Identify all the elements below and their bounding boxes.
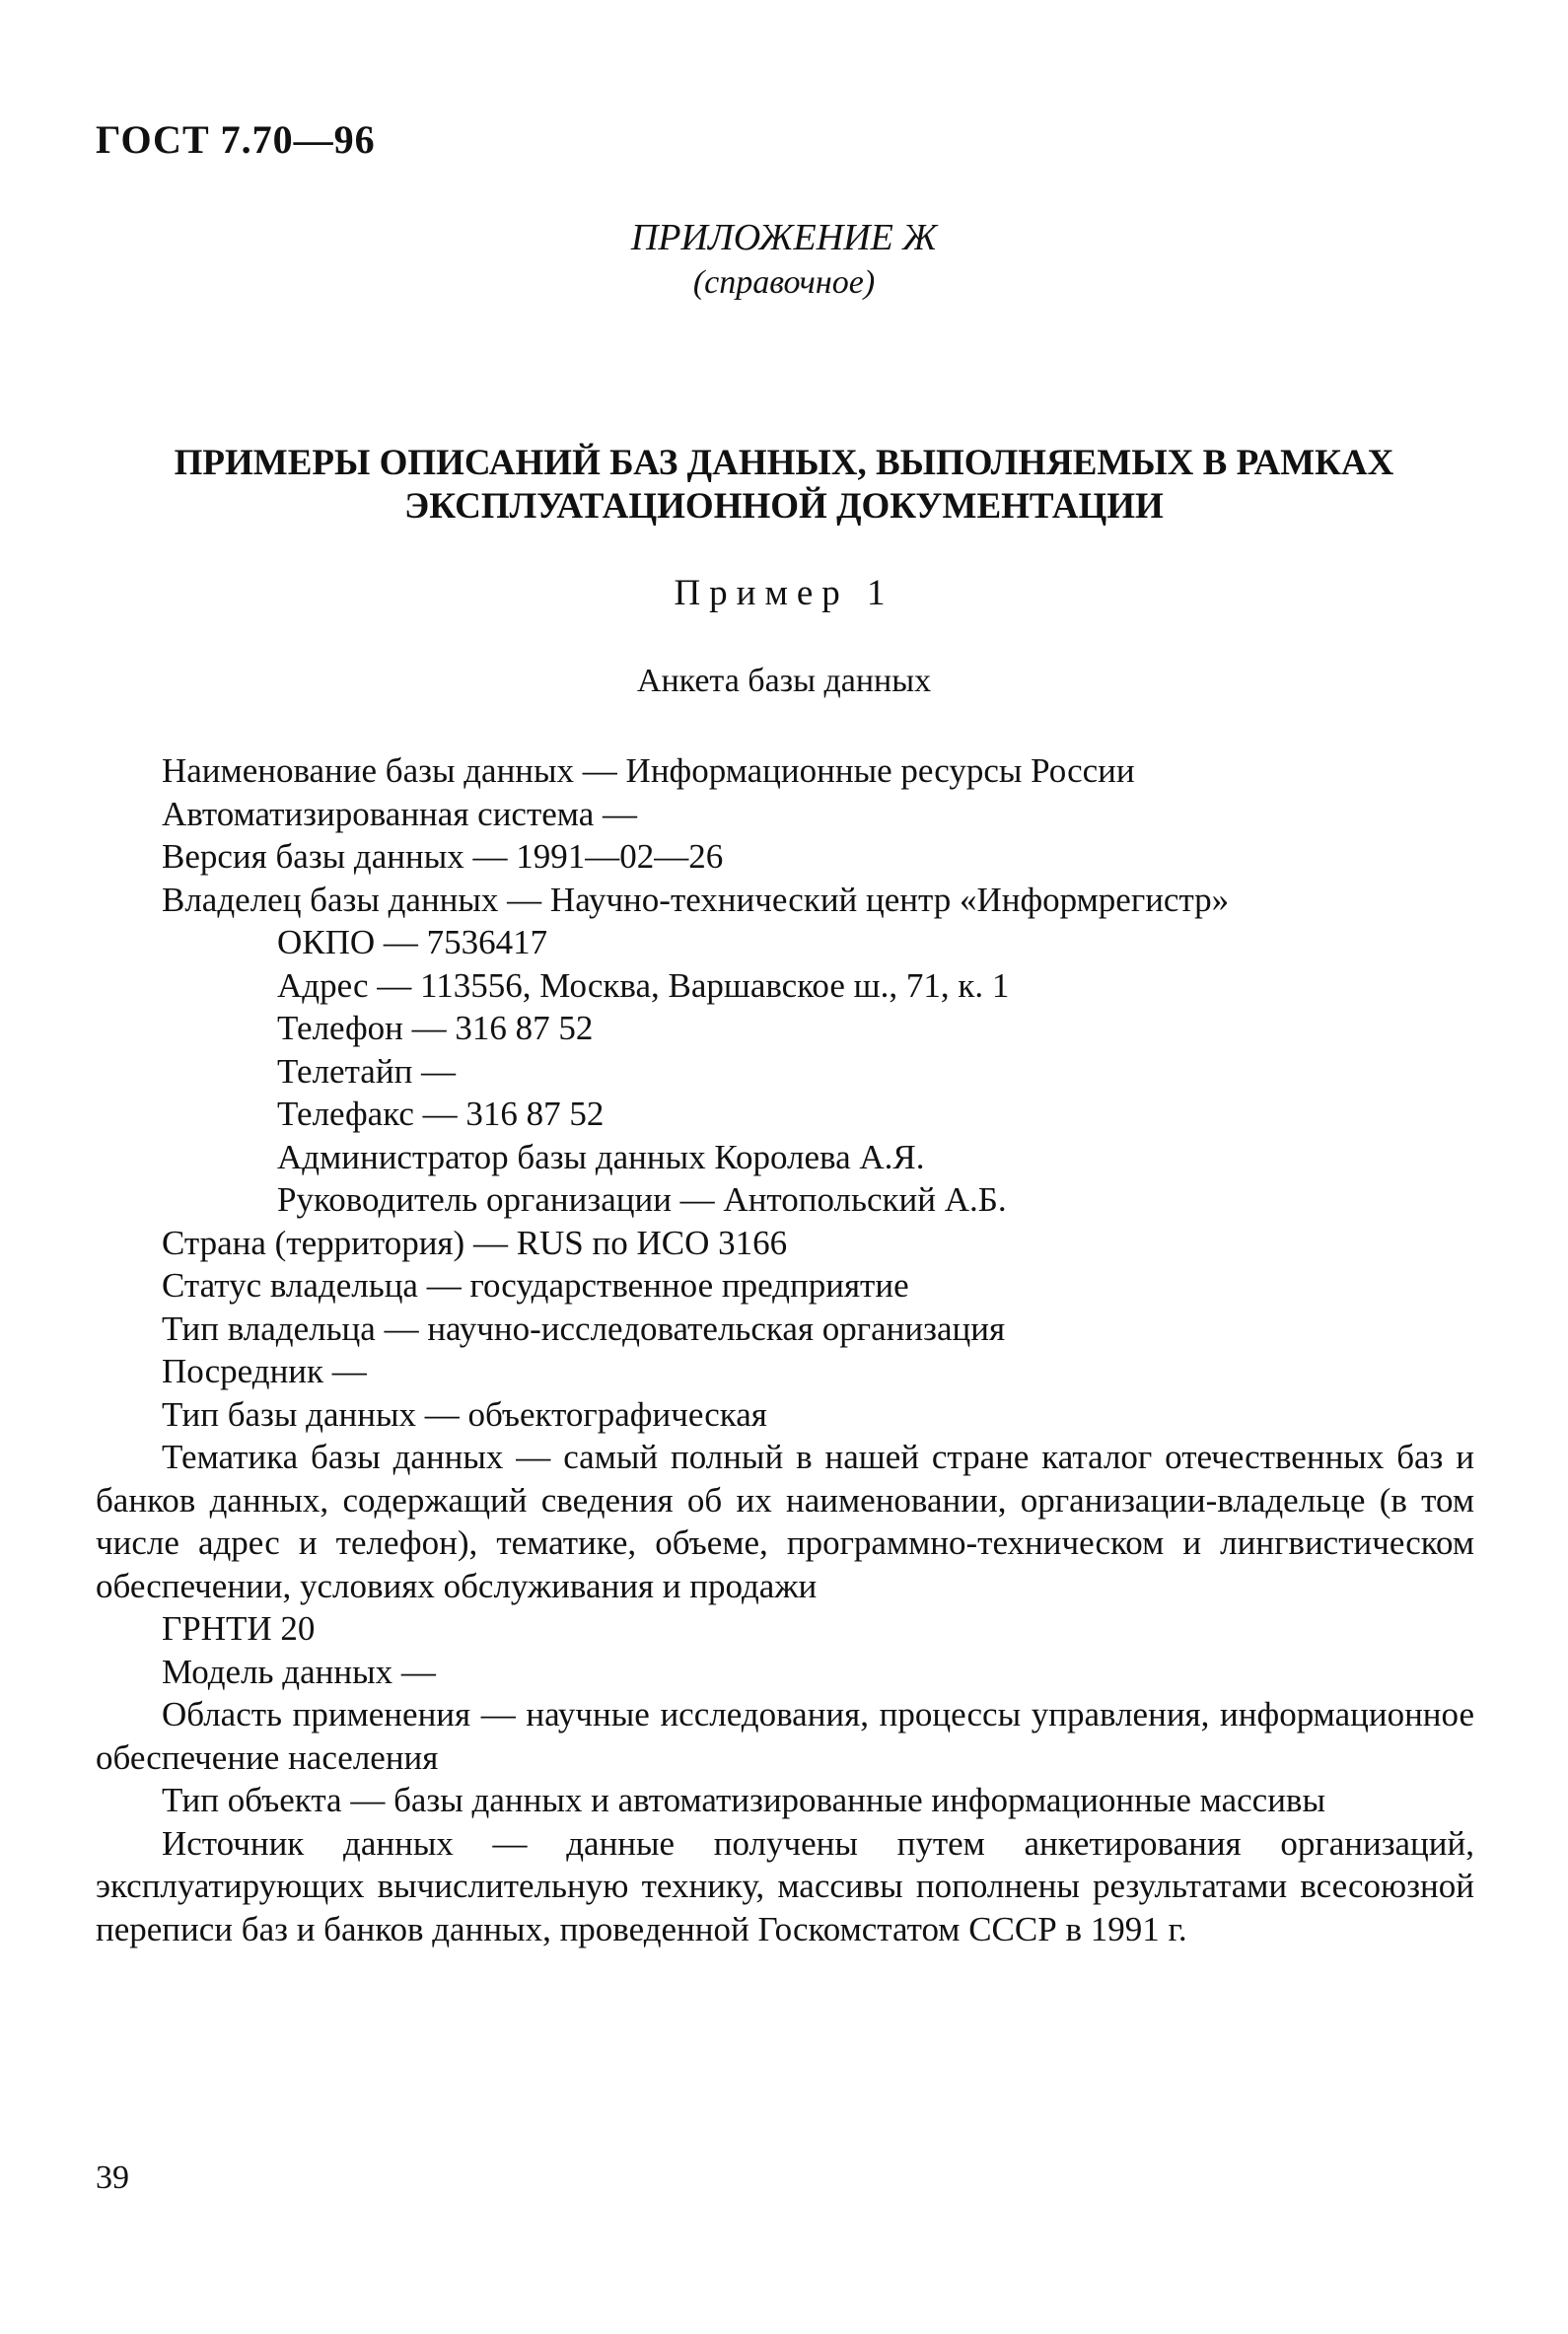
entry-application-area: Область применения — научные исследования, процессы управления, информационное обеспечение населения	[96, 1695, 1474, 1777]
entry-db-version: Версия базы данных — 1991—02—26	[162, 837, 724, 876]
page-number: 39	[96, 2159, 129, 2196]
entry-owner-status: Статус владельца — государственное предприятие	[162, 1266, 909, 1305]
database-form	[96, 749, 1474, 1950]
entry-data-model: Модель данных —	[162, 1652, 436, 1691]
entry-org-head: Руководитель организации — Антопольский А.Б.	[277, 1180, 1007, 1219]
entry-db-admin: Администратор базы данных Королева А.Я.	[277, 1137, 925, 1176]
entry-address: Адрес — 113556, Москва, Варшавское ш., 71, к. 1	[277, 965, 1010, 1005]
standard-number: ГОСТ 7.70—96	[96, 117, 376, 162]
entry-data-source: Источник данных — данные получены путем анкетирования организаций, эксплуатирующих вычислительную технику, массивы пополнены результатами всесоюзной переписи баз и банков данных, проведенной Госкомстатом СССР в 1991 г.	[96, 1823, 1474, 1948]
entry-okpo: ОКПО — 7536417	[277, 923, 548, 961]
entry-owner-type: Тип владельца — научно-исследовательская организация	[162, 1308, 1006, 1348]
page-title-line-1: ПРИМЕРЫ ОПИСАНИЙ БАЗ ДАННЫХ, ВЫПОЛНЯЕМЫХ В РАМКАХ	[174, 443, 1394, 483]
appendix-heading	[0, 215, 1568, 306]
entry-db-owner: Владелец базы данных — Научно-технический центр «Информрегистр»	[162, 880, 1230, 919]
entry-db-type: Тип базы данных — объектографическая	[162, 1394, 767, 1434]
entry-phone: Телефон — 316 87 52	[277, 1009, 594, 1047]
entry-fax: Телефакс — 316 87 52	[277, 1095, 605, 1133]
entry-grnti: ГРНТИ 20	[162, 1609, 316, 1648]
example-heading: Пример 1	[674, 573, 894, 613]
entry-db-name: Наименование базы данных — Информационные ресурсы России	[162, 751, 1135, 790]
page-title-line-2: ЭКСПЛУАТАЦИОННОЙ ДОКУМЕНТАЦИИ	[404, 486, 1164, 527]
appendix-subtitle: (справочное)	[692, 264, 876, 301]
appendix-title: ПРИЛОЖЕНИЕ Ж	[630, 217, 938, 258]
entry-intermediary: Посредник —	[162, 1352, 367, 1390]
entry-auto-system: Автоматизированная система —	[162, 794, 637, 833]
entry-teletype: Телетайп —	[277, 1051, 457, 1091]
entry-db-subject: Тематика базы данных — самый полный в нашей стране каталог отечественных баз и банков данных, содержащий сведения об их наименовании, организации-владельце (в том числе адрес и телефон), тематике, объеме, программно-техническом и лингвистическом обеспечении, условиях обслуживания и продажи	[96, 1438, 1474, 1605]
entry-country: Страна (территория) — RUS по ИСО 3166	[162, 1223, 788, 1262]
form-title: Анкета базы данных	[636, 663, 932, 699]
page-title	[79, 442, 1489, 529]
entry-object-type: Тип объекта — базы данных и автоматизированные информационные массивы	[162, 1781, 1325, 1819]
